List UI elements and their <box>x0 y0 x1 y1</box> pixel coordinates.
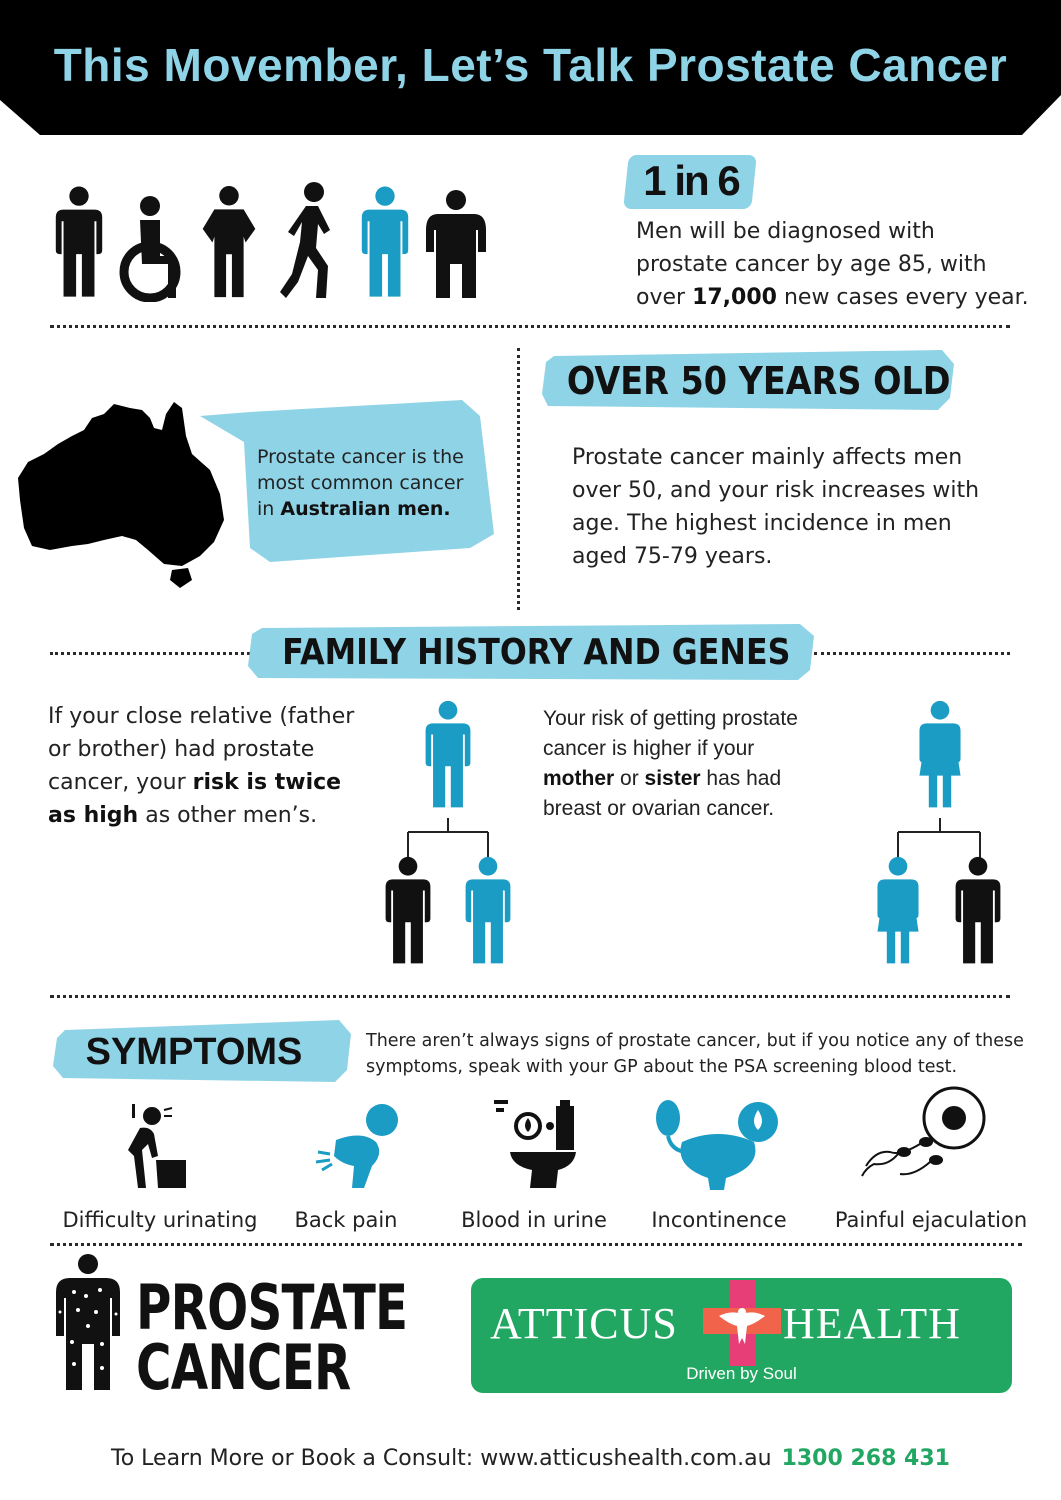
symptom-label-difficulty-urinating: Difficulty urinating <box>62 1208 258 1232</box>
footer-text: To Learn More or Book a Consult: www.atticushealth.com.au <box>111 1446 772 1471</box>
father-icon <box>420 700 476 812</box>
incontinence-icon <box>654 1096 778 1192</box>
family-tree-lines <box>400 818 500 858</box>
divider <box>50 995 1010 998</box>
blood-in-urine-icon <box>490 1096 578 1190</box>
hands-on-hips-man-icon <box>198 186 260 301</box>
atticus-logo-right: HEALTH <box>783 1299 961 1348</box>
blue-man-icon <box>356 186 414 301</box>
australia-map-icon <box>14 396 229 588</box>
family-mother-text: Your risk of getting prostate cancer is higher if your mother or sister has had breast or ovarian cancer. <box>543 707 798 820</box>
symptom-label-blood-in-urine: Blood in urine <box>461 1208 607 1232</box>
symptom-label-painful-ejaculation: Painful ejaculation <box>834 1208 1028 1232</box>
back-pain-icon <box>312 1100 404 1188</box>
figure-collage-logo-icon <box>52 1252 124 1394</box>
divider <box>50 1243 1022 1246</box>
symptom-label-back-pain: Back pain <box>294 1208 398 1232</box>
symptom-label-incontinence: Incontinence <box>651 1208 787 1232</box>
prostate-cancer-logo-text: PROSTATE CANCER <box>136 1271 408 1404</box>
cross-dove-icon <box>703 1280 781 1366</box>
brother-icon <box>460 856 516 968</box>
vertical-divider <box>517 348 520 610</box>
people-row <box>50 180 490 305</box>
large-man-icon <box>424 190 488 302</box>
man-icon <box>950 856 1006 968</box>
stat-description: Men will be diagnosed with prostate cancer by age 85, with over 17,000 new cases every year. <box>636 219 1029 310</box>
divider <box>50 652 250 655</box>
standing-man-icon <box>50 186 108 301</box>
wheelchair-man-icon <box>118 194 188 302</box>
stat-badge: 1 in 6 <box>643 157 739 204</box>
mother-icon <box>912 700 968 812</box>
sister-icon <box>870 856 926 968</box>
family-tree-lines <box>890 818 990 858</box>
son-icon <box>380 856 436 968</box>
footer-phone: 1300 268 431 <box>781 1446 950 1471</box>
page-title: This Movember, Let’s Talk Prostate Cancer <box>53 39 1008 91</box>
footer <box>0 1446 1061 1471</box>
divider <box>50 325 1010 328</box>
atticus-tagline: Driven by Soul <box>686 1364 797 1383</box>
symptoms-intro: There aren’t always signs of prostate cancer, but if you notice any of these symptoms, speak with your GP about the PSA screening blood test. <box>366 1031 1024 1077</box>
painful-ejaculation-icon <box>860 1086 990 1190</box>
difficulty-urinating-icon <box>112 1100 192 1192</box>
symptoms-heading: SYMPTOMS <box>85 1031 303 1073</box>
australia-bubble-text: Prostate cancer is the most common cancer in Australian men. <box>257 446 464 520</box>
family-heading: FAMILY HISTORY AND GENES <box>282 632 791 673</box>
age-heading: OVER 50 YEARS OLD <box>566 359 951 403</box>
family-father-text: If your close relative (father or brother) had prostate cancer, your risk is twice as high as other men’s. <box>48 704 355 828</box>
walking-man-icon <box>278 182 340 302</box>
divider <box>814 652 1010 655</box>
atticus-logo-left: ATTICUS <box>490 1299 678 1348</box>
age-description: Prostate cancer mainly affects men over 50, and your risk increases with age. The highest incidence in men aged 75-79 years. <box>572 445 980 569</box>
